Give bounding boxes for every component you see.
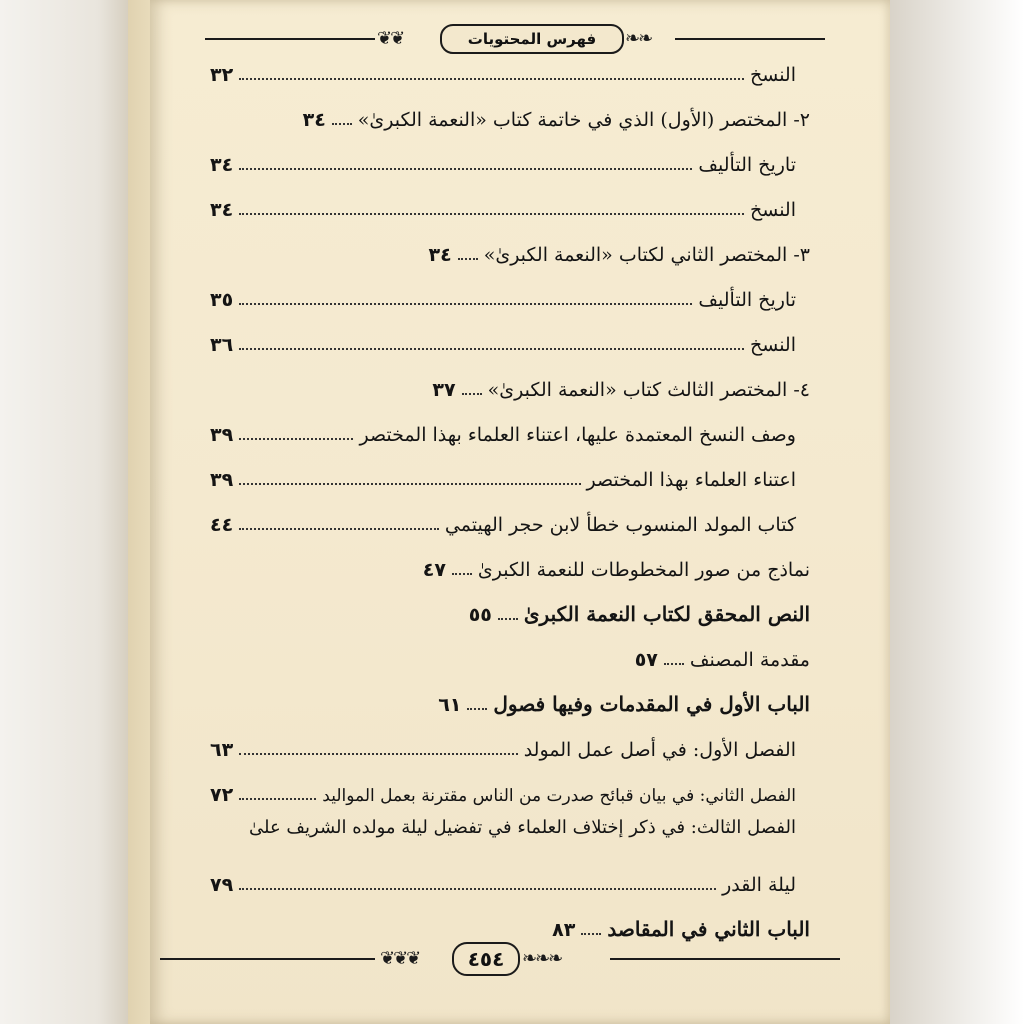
toc-leader-dots <box>332 123 352 125</box>
toc-entry-page: ٦١ <box>438 694 462 716</box>
toc-entry-page: ٣٤ <box>302 109 326 131</box>
toc-entry-title: النص المحقق لكتاب النعمة الكبرىٰ <box>523 602 810 626</box>
toc-entry-title: الباب الثاني في المقاصد <box>607 917 810 941</box>
ornament-icon: ❧❧ <box>625 28 652 49</box>
toc-entry-page: ٣٤ <box>210 199 234 221</box>
toc-entry-page: ٤٧ <box>422 559 446 581</box>
toc-entry-title: الباب الأول في المقدمات وفيها فصول <box>493 692 810 716</box>
toc-entry <box>429 232 811 266</box>
footer-rule-right <box>610 958 840 960</box>
toc-entry <box>210 277 796 311</box>
toc-entry <box>210 187 796 221</box>
toc-entry-title: النسخ <box>749 64 796 86</box>
toc-entry-title: النسخ <box>749 334 796 356</box>
toc-entry <box>303 97 810 131</box>
toc-leader-dots <box>239 168 692 170</box>
toc-entry-title: وصف النسخ المعتمدة عليها، اعتناء العلماء بهذا المختصر <box>359 424 796 446</box>
ornament-icon: ❦❦ <box>377 28 404 49</box>
toc-entry-title: مقدمة المصنف <box>689 649 810 671</box>
page-title: فهرس المحتويات <box>440 24 624 54</box>
toc-entry-title: نماذج من صور المخطوطات للنعمة الكبرىٰ <box>477 559 810 581</box>
toc-leader-dots <box>239 438 353 440</box>
page-number: ٤٥٤ <box>452 942 520 976</box>
toc-entry-title: الفصل الثاني: في بيان قبائح صدرت من الناس مقترنة بعمل المواليد <box>322 786 796 806</box>
toc-entry-page: ٣٢ <box>210 64 234 86</box>
toc-entry-title: النسخ <box>749 199 796 221</box>
footer-rule-left <box>160 958 375 960</box>
toc-entry-page: ٣٩ <box>210 424 234 446</box>
toc-entry <box>210 142 796 176</box>
toc-entry-page: ٣٦ <box>210 334 234 356</box>
toc-entry-page: ٣٤ <box>428 244 452 266</box>
toc-entry-page: ٧٢ <box>210 784 234 806</box>
toc-entry-page: ٤٤ <box>210 514 234 536</box>
toc-entry-title: كتاب المولد المنسوب خطأ لابن حجر الهيتمي <box>444 514 796 536</box>
background-left <box>0 0 140 1024</box>
toc-leader-dots <box>239 483 580 485</box>
toc-entry <box>210 412 796 446</box>
toc-entry-title: ٣- المختصر الثاني لكتاب «النعمة الكبرىٰ» <box>483 244 810 266</box>
page-footer <box>160 936 840 976</box>
toc-leader-dots <box>581 933 601 935</box>
toc-entry-title: الفصل الأول: في أصل عمل المولد <box>523 739 796 761</box>
toc-entry <box>210 457 796 491</box>
toc-leader-dots <box>239 213 744 215</box>
toc-leader-dots <box>239 888 716 890</box>
toc-leader-dots <box>498 618 518 620</box>
toc-leader-dots <box>458 258 478 260</box>
toc-leader-dots <box>239 348 744 350</box>
toc-entry-title: ٤- المختصر الثالث كتاب «النعمة الكبرىٰ» <box>487 379 810 401</box>
toc-leader-dots <box>239 798 316 800</box>
toc-leader-dots <box>664 663 684 665</box>
toc-leader-dots <box>239 303 692 305</box>
toc-entry <box>469 592 810 626</box>
toc-leader-dots <box>462 393 482 395</box>
toc-entry-page: ٨٣ <box>552 919 576 941</box>
toc-entry <box>635 637 810 671</box>
header-rule-left <box>205 38 375 40</box>
toc-entry-page: ٥٧ <box>634 649 658 671</box>
toc-entry <box>210 862 796 896</box>
toc-entry-title: تاريخ التأليف <box>698 289 796 311</box>
toc-entry <box>210 727 796 761</box>
toc-entry-page: ٣٥ <box>210 289 234 311</box>
toc-entry-page: ٥٥ <box>468 604 492 626</box>
toc-leader-dots <box>239 753 517 755</box>
book-page <box>150 0 890 1024</box>
toc-entry-page: ٣٧ <box>432 379 456 401</box>
toc-leader-dots <box>452 573 472 575</box>
toc-entry-title: اعتناء العلماء بهذا المختصر <box>586 469 796 491</box>
toc-entry-title: ليلة القدر <box>722 874 796 896</box>
header-rule-right <box>675 38 825 40</box>
toc-entry <box>423 547 810 581</box>
toc-entry <box>438 682 810 716</box>
toc-entry-title: ٢- المختصر (الأول) الذي في خاتمة كتاب «النعمة الكبرىٰ» <box>357 109 810 131</box>
toc-entry-page: ٣٩ <box>210 469 234 491</box>
toc-entry <box>210 322 796 356</box>
ornament-icon: ❧❧❧ <box>522 948 562 969</box>
background-right <box>884 0 1024 1024</box>
toc-entry-page: ٧٩ <box>210 874 234 896</box>
toc-leader-dots <box>467 708 487 710</box>
toc-entry <box>210 502 796 536</box>
toc-entry <box>210 52 796 86</box>
toc-entry-page: ٣٤ <box>210 154 234 176</box>
toc-entry <box>432 367 810 401</box>
toc-entry-continuation: الفصل الثالث: في ذكر إختلاف العلماء في تفضيل ليلة مولده الشريف علىٰ <box>248 817 796 838</box>
toc-entry <box>210 772 796 806</box>
ornament-icon: ❦❦❦ <box>380 948 420 969</box>
toc-leader-dots <box>239 78 744 80</box>
toc-entry-title: تاريخ التأليف <box>698 154 796 176</box>
toc-leader-dots <box>239 528 439 530</box>
toc-entry-page: ٦٣ <box>210 739 234 761</box>
